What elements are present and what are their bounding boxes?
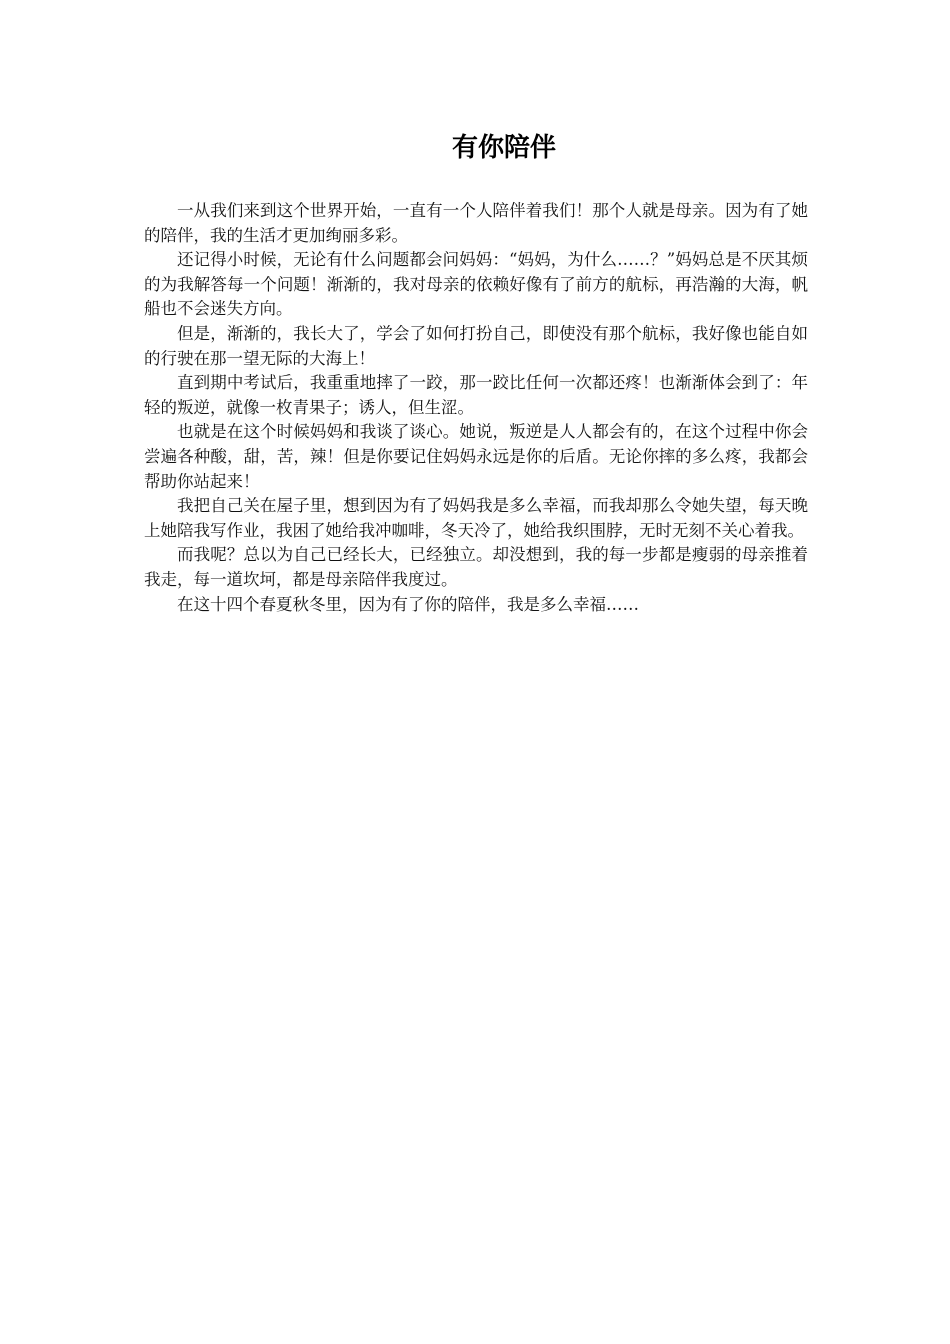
- paragraph: 我把自己关在屋子里，想到因为有了妈妈我是多么幸福，而我却那么令她失望，每天晚上她陪我写作业，我困了她给我冲咖啡，冬天冷了，她给我织围脖，无时无刻不关心着我。: [144, 496, 808, 540]
- paragraph: 在这十四个春夏秋冬里，因为有了你的陪伴，我是多么幸福……: [177, 594, 639, 614]
- paragraph: 但是，渐渐的，我长大了，学会了如何打扮自己，即使没有那个航标，我好像也能自如的行驶在那一望无际的大海上！: [144, 323, 808, 368]
- paragraph: 直到期中考试后，我重重地摔了一跤，那一跤比任何一次都还疼！也渐渐体会到了：年轻的叛逆，就像一枚青果子；诱人，但生涩。: [144, 373, 808, 417]
- paragraph: 一从我们来到这个世界开始，一直有一个人陪伴着我们！那个人就是母亲。因为有了她的陪伴，我的生活才更加绚丽多彩。: [144, 201, 808, 245]
- document-title: 有你陪伴: [451, 133, 556, 163]
- paragraph: 也就是在这个时候妈妈和我谈了谈心。她说，叛逆是人人都会有的，在这个过程中你会尝遍各种酸，甜，苦，辣！但是你要记住妈妈永远是你的后盾。无论你摔的多么疼，我都会帮助你站起来！: [144, 422, 808, 491]
- paragraph: 还记得小时候，无论有什么问题都会问妈妈：“妈妈，为什么……？”妈妈总是不厌其烦的为我解答每一个问题！渐渐的，我对母亲的依赖好像有了前方的航标，再浩瀚的大海，帆船也不会迷失方向。: [144, 250, 808, 319]
- document-body: [144, 199, 808, 617]
- paragraph: 而我呢？总以为自己已经长大，已经独立。却没想到，我的每一步都是瘦弱的母亲推着我走，每一道坎坷，都是母亲陪伴我度过。: [144, 545, 808, 589]
